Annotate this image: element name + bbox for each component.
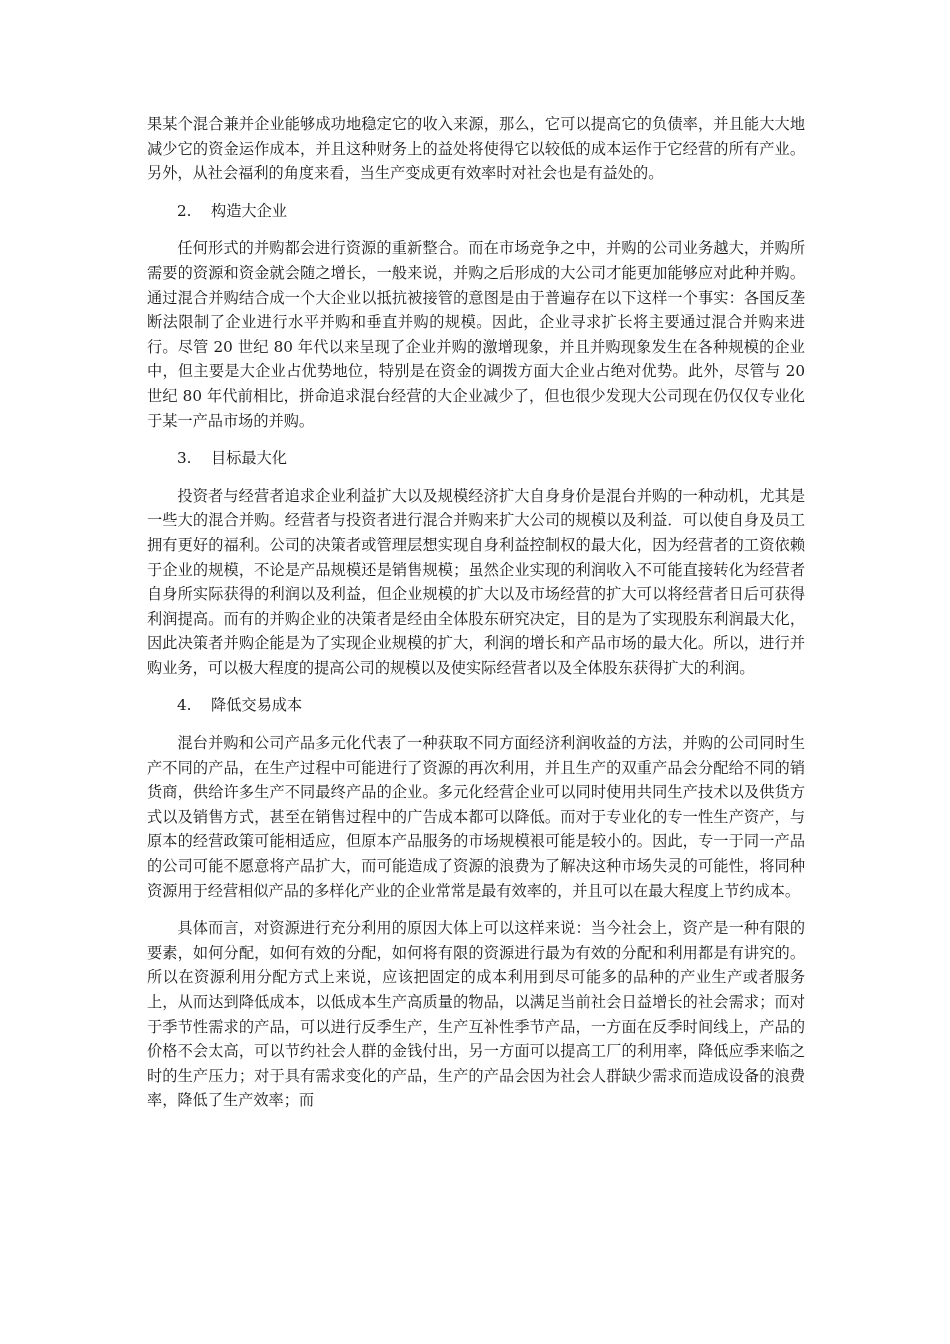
section-number: 3.	[177, 449, 192, 468]
paragraph: 具体而言，对资源进行充分利用的原因大体上可以这样来说：当今社会上，资产是一种有限的要素，如何分配，如何有效的分配，如何将有限的资源进行最为有效的分配和利用都是有讲究的。所以在资源利用分配方式上来说，应该把固定的成本利用到尽可能多的品种的产业生产或者服务上，从而达到降低成本，以低成本生产高质量的物品，以满足当前社会日益增长的社会需求；而对于季节性需求的产品，可以进行反季生产，生产互补性季节产品，一方面在反季时间线上，产品的价格不会太高，可以节约社会人群的金钱付出，另一方面可以提高工厂的利用率，降低应季来临之时的生产压力；对于具有需求变化的产品，生产的产品会因为社会人群缺少需求而造成设备的浪费率，降低了生产效率；而	[147, 919, 805, 1110]
section-number: 2.	[177, 201, 192, 220]
paragraph: 混台并购和公司产品多元化代表了一种获取不同方面经济利润收益的方法，并购的公司同时生产不同的产品，在生产过程中可能进行了资源的再次利用，并且生产的双重产品会分配给不同的销货商，供给许多生产不同最终产品的企业。多元化经营企业可以同时使用共同生产技术以及供货方式以及销售方式，甚至在销售过程中的广告成本都可以降低。而对于专业化的专一性生产资产，与原本的经营政策可能相适应，但原本产品服务的市场规模裉可能是较小的。因此，专一于同一产品的公司可能不愿意将产品扩大，而可能造成了资源的浪费为了解决这种市场失灵的可能性，将同种资源用于经营相似产品的多样化产业的企业常常是最有效率的，并且可以在最大程度上节约成本。	[147, 734, 805, 900]
paragraph-continuation: 果某个混合兼并企业能够成功地稳定它的收入来源，那么，它可以提高它的负债率，并且能大大地减少它的资金运作成本，并且这种财务上的益处将使得它以较低的成本运作于它经营的所有产业。另外，从社会福利的角度来看，当生产变成更有效率时对社会也是有益处的。	[147, 115, 805, 183]
section-title: 构造大企业	[211, 201, 287, 220]
section-title: 目标最大化	[211, 449, 287, 468]
paragraph: 投资者与经营者追求企业利益扩大以及规模经济扩大自身身价是混台并购的一种动机，尤其是一些大的混合并购。经营者与投资者进行混合并购来扩大公司的规模以及利益．可以使自身及员工拥有更好的福利。公司的决策者或管理层想实现自身利益控制权的最大化，因为经营者的工资依赖于企业的规模，不论是产品规模还是销售规模；虽然企业实现的利润收入不可能直接转化为经营者自身所实际获得的利润以及利益，但企业规模的扩大以及市场经营的扩大可以将经营者日后可获得利润提高。而有的并购企业的决策者是经由全体股东研究决定，目的是为了实现股东利润最大化，因此决策者并购企能是为了实现企业规模的扩大，利润的增长和产品市场的最大化。所以，进行并购业务，可以极大程度的提高公司的规模以及使实际经营者以及全体股东获得扩大的利润。	[147, 486, 805, 677]
section-number: 4.	[177, 696, 192, 715]
section-heading-4	[147, 693, 805, 718]
section-heading-2	[147, 199, 805, 224]
section-title: 降低交易成本	[211, 696, 303, 715]
document-page	[147, 112, 805, 1126]
section-heading-3	[147, 446, 805, 471]
paragraph: 任何形式的并购都会进行资源的重新整合。而在市场竞争之中，并购的公司业务越大，并购所需要的资源和资金就会随之增长，一般来说，并购之后形成的大公司才能更加能够应对此种并购。通过混合并购结合成一个大企业以抵抗被接管的意图是由于普遍存在以下这样一个事实：各国反垄断法限制了企业进行水平并购和垂直并购的规模。因此，企业寻求扩长将主要通过混合并购来进行。尽管 20 世纪 80 年代以来呈现了企业并购的激增现象，并且并购现象发生在各种规模的企业中，但主要是大企业占优势地位，特别是在资金的调拨方面大企业占绝对优势。此外，尽管与 20 世纪 80 年代前相比，拼命追求混台经营的大企业减少了，但也很少发现大公司现在仍仅仅专业化于某一产品市场的并购。	[147, 239, 805, 430]
